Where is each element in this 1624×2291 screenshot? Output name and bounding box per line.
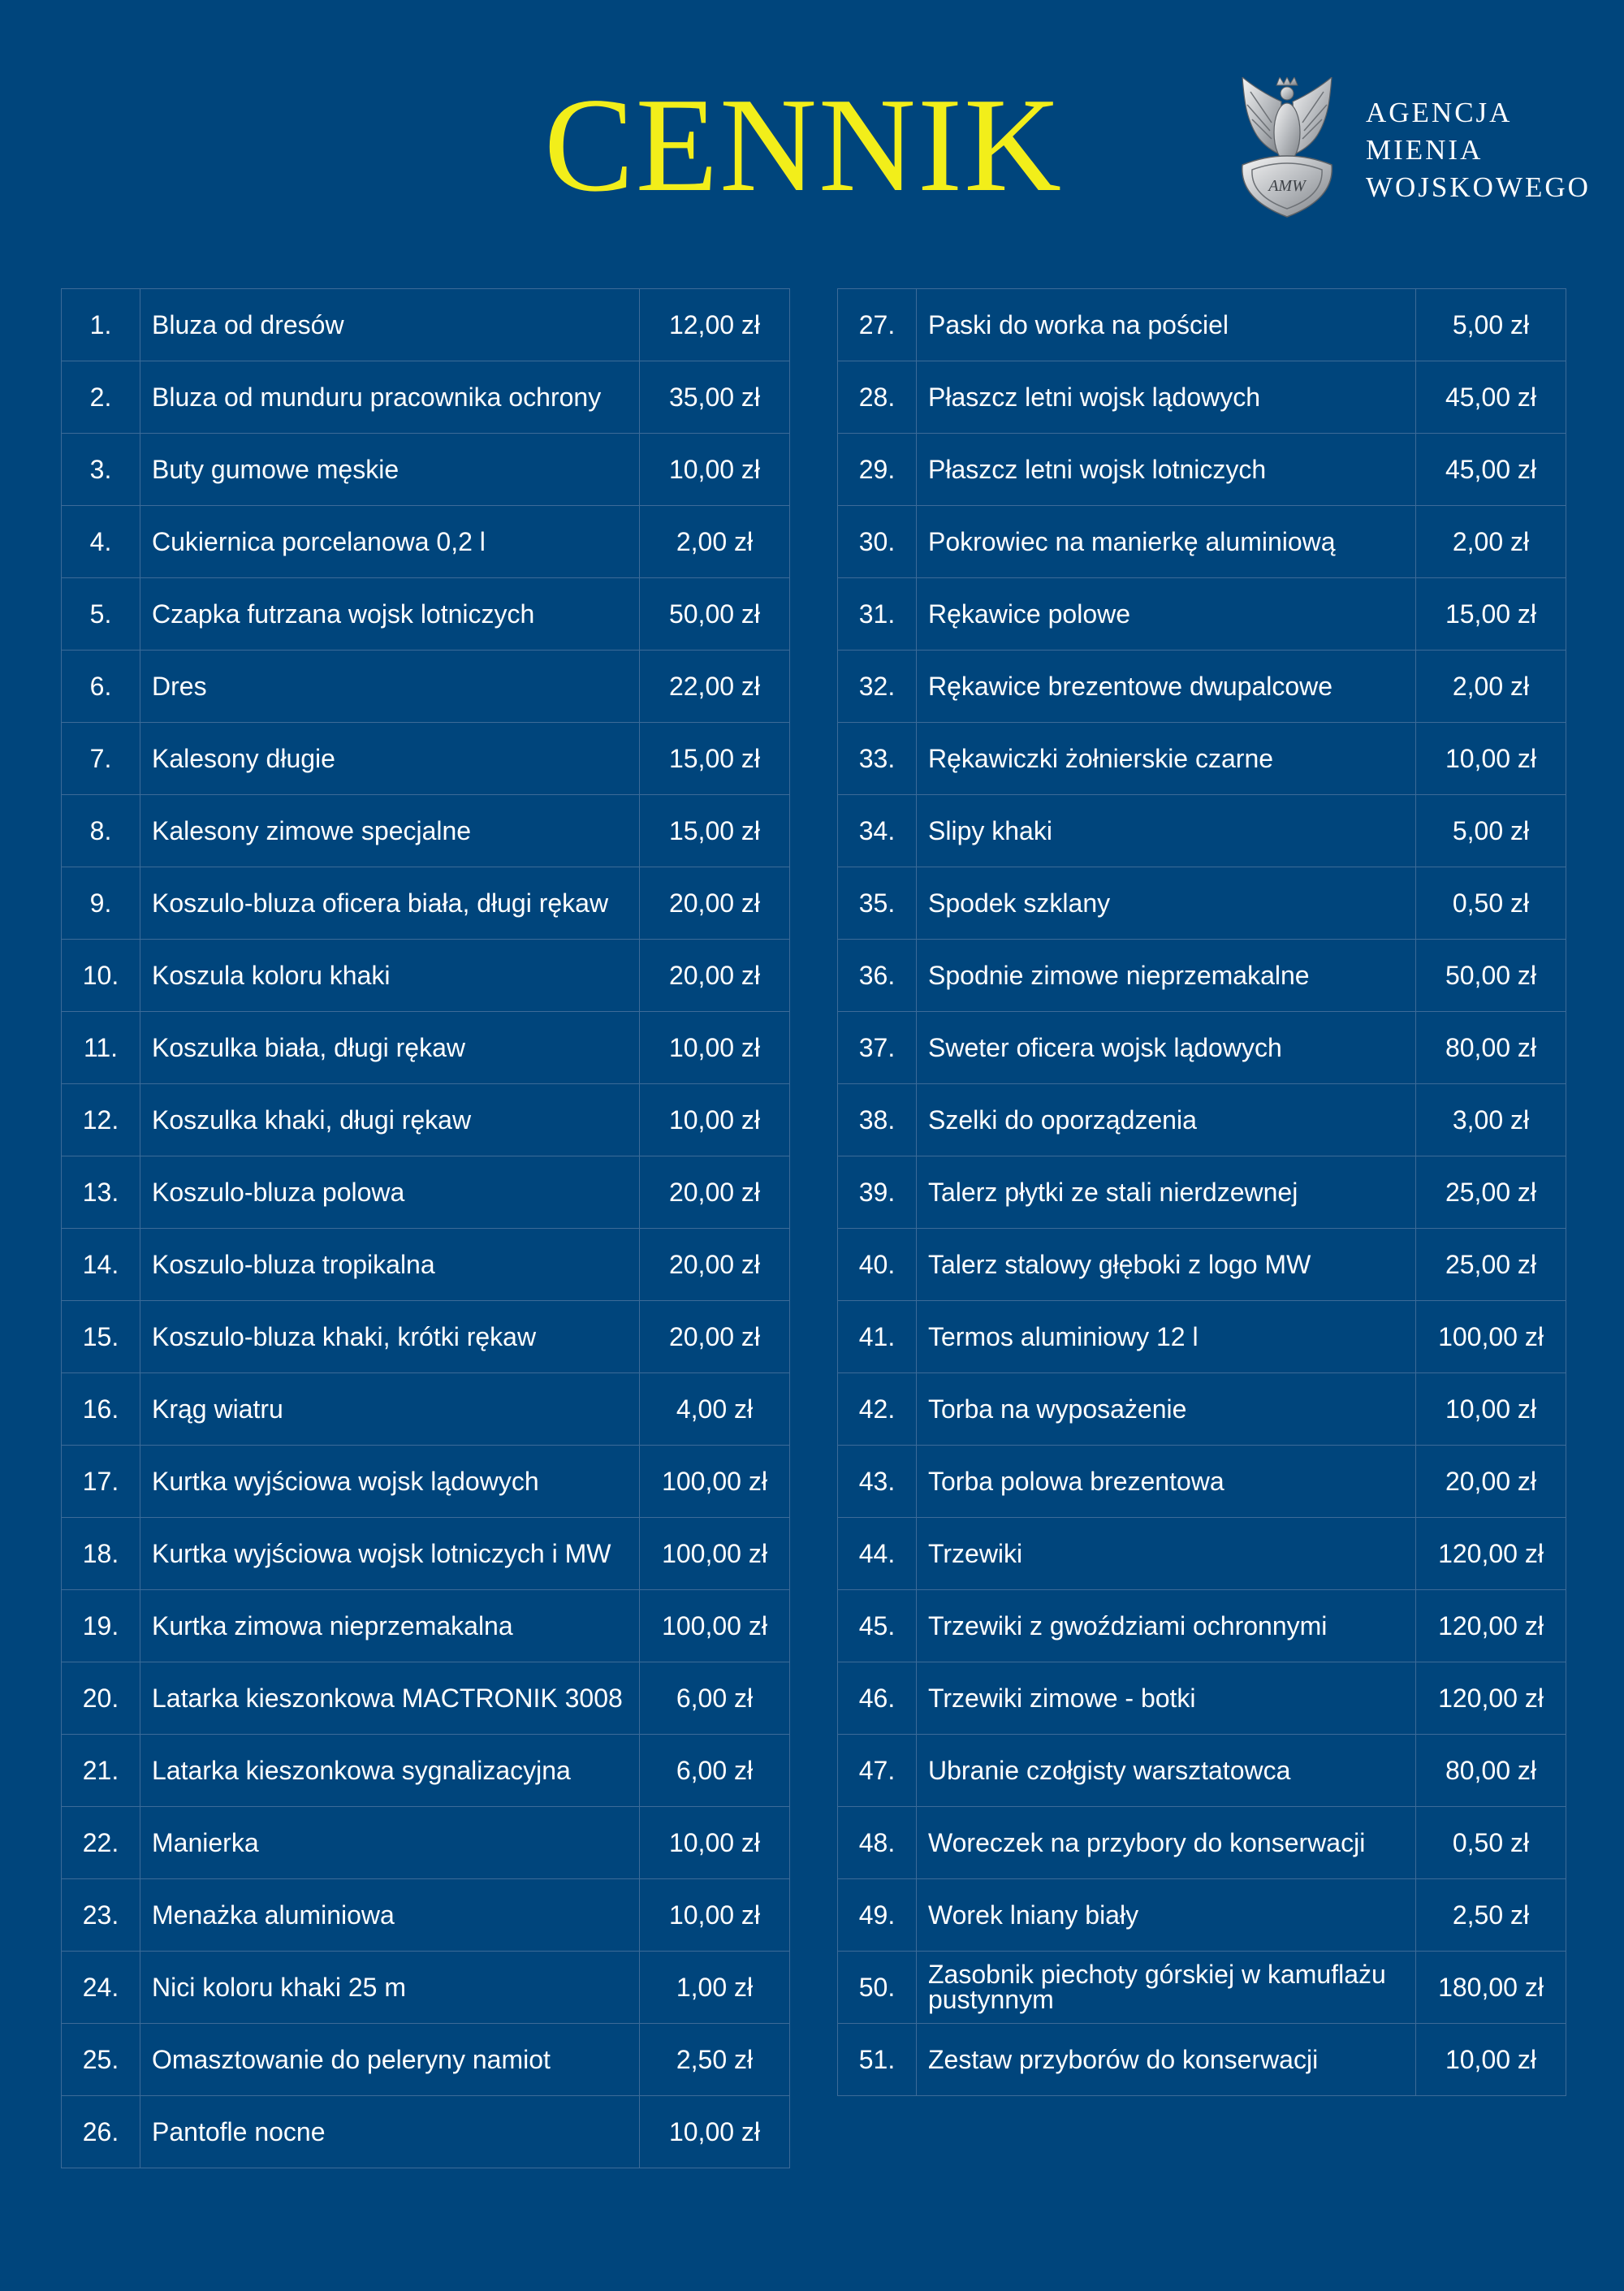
item-name: Koszulka khaki, długi rękaw [140, 1084, 640, 1156]
item-number: 1. [62, 289, 140, 361]
item-price: 45,00 zł [1416, 361, 1566, 434]
price-row [838, 1156, 1566, 1229]
item-number: 21. [62, 1735, 140, 1807]
price-row [838, 1662, 1566, 1735]
price-row [62, 1662, 790, 1735]
price-row [62, 2024, 790, 2096]
item-price: 10,00 zł [640, 1084, 790, 1156]
price-row [838, 1807, 1566, 1879]
item-price: 25,00 zł [1416, 1156, 1566, 1229]
price-row [838, 1518, 1566, 1590]
price-row [62, 1446, 790, 1518]
item-name: Krąg wiatru [140, 1373, 640, 1446]
item-price: 10,00 zł [1416, 1373, 1566, 1446]
item-number: 5. [62, 578, 140, 651]
item-number: 2. [62, 361, 140, 434]
price-row [838, 867, 1566, 940]
item-number: 29. [838, 434, 917, 506]
item-name: Torba na wyposażenie [917, 1373, 1416, 1446]
item-number: 14. [62, 1229, 140, 1301]
item-name: Slipy khaki [917, 795, 1416, 867]
price-row [62, 1084, 790, 1156]
item-price: 2,00 zł [1416, 651, 1566, 723]
price-row [838, 2024, 1566, 2096]
item-price: 120,00 zł [1416, 1590, 1566, 1662]
item-name: Zasobnik piechoty górskiej w kamuflażu pustynnym [917, 1952, 1416, 2024]
item-price: 10,00 zł [640, 434, 790, 506]
item-price: 0,50 zł [1416, 1807, 1566, 1879]
item-number: 17. [62, 1446, 140, 1518]
item-number: 50. [838, 1952, 917, 2024]
item-price: 2,50 zł [1416, 1879, 1566, 1952]
item-number: 13. [62, 1156, 140, 1229]
item-number: 36. [838, 940, 917, 1012]
item-number: 19. [62, 1590, 140, 1662]
item-number: 49. [838, 1879, 917, 1952]
item-price: 80,00 zł [1416, 1735, 1566, 1807]
item-number: 40. [838, 1229, 917, 1301]
price-row [62, 1229, 790, 1301]
price-row [62, 289, 790, 361]
price-row [62, 1012, 790, 1084]
price-row [62, 795, 790, 867]
item-price: 10,00 zł [640, 2096, 790, 2168]
item-price: 100,00 zł [640, 1590, 790, 1662]
item-name: Nici koloru khaki 25 m [140, 1952, 640, 2024]
item-number: 38. [838, 1084, 917, 1156]
item-name: Koszula koloru khaki [140, 940, 640, 1012]
item-number: 10. [62, 940, 140, 1012]
item-price: 20,00 zł [640, 1229, 790, 1301]
item-price: 20,00 zł [1416, 1446, 1566, 1518]
item-number: 9. [62, 867, 140, 940]
price-row [62, 1952, 790, 2024]
item-name: Koszulo-bluza oficera biała, długi rękaw [140, 867, 640, 940]
item-number: 20. [62, 1662, 140, 1735]
item-name: Sweter oficera wojsk lądowych [917, 1012, 1416, 1084]
item-number: 44. [838, 1518, 917, 1590]
item-price: 10,00 zł [1416, 723, 1566, 795]
price-row [62, 940, 790, 1012]
item-name: Kalesony długie [140, 723, 640, 795]
item-name: Woreczek na przybory do konserwacji [917, 1807, 1416, 1879]
item-name: Buty gumowe męskie [140, 434, 640, 506]
price-row [62, 1590, 790, 1662]
item-name: Manierka [140, 1807, 640, 1879]
item-name: Zestaw przyborów do konserwacji [917, 2024, 1416, 2096]
item-name: Płaszcz letni wojsk lotniczych [917, 434, 1416, 506]
price-row [838, 1735, 1566, 1807]
item-name: Termos aluminiowy 12 l [917, 1301, 1416, 1373]
item-price: 80,00 zł [1416, 1012, 1566, 1084]
item-price: 100,00 zł [1416, 1301, 1566, 1373]
item-name: Worek lniany biały [917, 1879, 1416, 1952]
item-price: 15,00 zł [1416, 578, 1566, 651]
page-title: CENNIK [544, 70, 1064, 219]
price-row [62, 2096, 790, 2168]
price-row [62, 361, 790, 434]
price-table-left [61, 288, 790, 2168]
eagle-emblem-logo [1234, 77, 1340, 219]
item-name: Czapka futrzana wojsk lotniczych [140, 578, 640, 651]
item-number: 39. [838, 1156, 917, 1229]
price-row [838, 1879, 1566, 1952]
item-price: 15,00 zł [640, 723, 790, 795]
item-number: 35. [838, 867, 917, 940]
item-price: 2,50 zł [640, 2024, 790, 2096]
price-row [838, 506, 1566, 578]
item-price: 5,00 zł [1416, 289, 1566, 361]
price-row [62, 1807, 790, 1879]
price-row [62, 1879, 790, 1952]
price-row [838, 1446, 1566, 1518]
item-number: 6. [62, 651, 140, 723]
item-price: 100,00 zł [640, 1518, 790, 1590]
logo-monogram: AMW [1268, 177, 1306, 195]
price-row [62, 578, 790, 651]
price-row [838, 1590, 1566, 1662]
item-number: 8. [62, 795, 140, 867]
item-number: 18. [62, 1518, 140, 1590]
item-price: 10,00 zł [640, 1879, 790, 1952]
item-name: Kurtka wyjściowa wojsk lotniczych i MW [140, 1518, 640, 1590]
item-price: 6,00 zł [640, 1662, 790, 1735]
item-number: 4. [62, 506, 140, 578]
item-price: 2,00 zł [640, 506, 790, 578]
agency-name [1366, 94, 1591, 206]
item-number: 27. [838, 289, 917, 361]
item-number: 25. [62, 2024, 140, 2096]
price-row [62, 1373, 790, 1446]
price-row [838, 723, 1566, 795]
item-price: 22,00 zł [640, 651, 790, 723]
item-number: 47. [838, 1735, 917, 1807]
item-price: 50,00 zł [1416, 940, 1566, 1012]
price-row [838, 361, 1566, 434]
price-row [838, 578, 1566, 651]
item-price: 10,00 zł [640, 1012, 790, 1084]
item-price: 120,00 zł [1416, 1662, 1566, 1735]
item-number: 15. [62, 1301, 140, 1373]
price-row [838, 651, 1566, 723]
item-price: 100,00 zł [640, 1446, 790, 1518]
item-price: 45,00 zł [1416, 434, 1566, 506]
item-name: Rękawice brezentowe dwupalcowe [917, 651, 1416, 723]
item-name: Trzewiki [917, 1518, 1416, 1590]
item-name: Cukiernica porcelanowa 0,2 l [140, 506, 640, 578]
price-row [838, 434, 1566, 506]
item-price: 20,00 zł [640, 867, 790, 940]
item-number: 37. [838, 1012, 917, 1084]
item-number: 32. [838, 651, 917, 723]
item-number: 43. [838, 1446, 917, 1518]
item-number: 42. [838, 1373, 917, 1446]
item-name: Latarka kieszonkowa MACTRONIK 3008 [140, 1662, 640, 1735]
price-row [838, 940, 1566, 1012]
item-name: Pantofle nocne [140, 2096, 640, 2168]
item-number: 33. [838, 723, 917, 795]
item-price: 2,00 zł [1416, 506, 1566, 578]
item-price: 6,00 zł [640, 1735, 790, 1807]
price-row [838, 1012, 1566, 1084]
item-name: Talerz stalowy głęboki z logo MW [917, 1229, 1416, 1301]
item-price: 25,00 zł [1416, 1229, 1566, 1301]
item-price: 50,00 zł [640, 578, 790, 651]
agency-line-3: WOJSKOWEGO [1366, 171, 1591, 203]
agency-line-1: AGENCJA [1366, 97, 1513, 128]
price-row [838, 795, 1566, 867]
item-number: 24. [62, 1952, 140, 2024]
price-row [62, 1518, 790, 1590]
price-row [62, 723, 790, 795]
item-name: Ubranie czołgisty warsztatowca [917, 1735, 1416, 1807]
item-number: 11. [62, 1012, 140, 1084]
item-name: Dres [140, 651, 640, 723]
price-row [838, 1229, 1566, 1301]
item-price: 5,00 zł [1416, 795, 1566, 867]
item-price: 35,00 zł [640, 361, 790, 434]
item-number: 46. [838, 1662, 917, 1735]
price-row [62, 506, 790, 578]
item-price: 1,00 zł [640, 1952, 790, 2024]
item-name: Trzewiki zimowe - botki [917, 1662, 1416, 1735]
item-name: Koszulo-bluza polowa [140, 1156, 640, 1229]
item-name: Spodek szklany [917, 867, 1416, 940]
item-name: Rękawiczki żołnierskie czarne [917, 723, 1416, 795]
item-name: Szelki do oporządzenia [917, 1084, 1416, 1156]
price-table-right [837, 288, 1566, 2096]
item-price: 120,00 zł [1416, 1518, 1566, 1590]
item-price: 3,00 zł [1416, 1084, 1566, 1156]
item-name: Trzewiki z gwoździami ochronnymi [917, 1590, 1416, 1662]
agency-line-2: MIENIA [1366, 134, 1484, 166]
item-name: Torba polowa brezentowa [917, 1446, 1416, 1518]
item-number: 31. [838, 578, 917, 651]
item-price: 20,00 zł [640, 1156, 790, 1229]
item-name: Omasztowanie do peleryny namiot [140, 2024, 640, 2096]
price-row [838, 1301, 1566, 1373]
item-price: 10,00 zł [1416, 2024, 1566, 2096]
item-number: 12. [62, 1084, 140, 1156]
item-price: 20,00 zł [640, 940, 790, 1012]
item-number: 23. [62, 1879, 140, 1952]
price-table-right-body [838, 289, 1566, 2096]
item-name: Kalesony zimowe specjalne [140, 795, 640, 867]
item-number: 41. [838, 1301, 917, 1373]
item-price: 180,00 zł [1416, 1952, 1566, 2024]
item-price: 15,00 zł [640, 795, 790, 867]
item-price: 0,50 zł [1416, 867, 1566, 940]
item-name: Paski do worka na pościel [917, 289, 1416, 361]
item-number: 51. [838, 2024, 917, 2096]
item-number: 48. [838, 1807, 917, 1879]
item-name: Bluza od dresów [140, 289, 640, 361]
item-number: 7. [62, 723, 140, 795]
price-row [838, 1084, 1566, 1156]
item-number: 22. [62, 1807, 140, 1879]
item-number: 30. [838, 506, 917, 578]
price-row [838, 1373, 1566, 1446]
price-row [62, 1156, 790, 1229]
item-name: Płaszcz letni wojsk lądowych [917, 361, 1416, 434]
item-name: Koszulka biała, długi rękaw [140, 1012, 640, 1084]
item-name: Bluza od munduru pracownika ochrony [140, 361, 640, 434]
item-name: Latarka kieszonkowa sygnalizacyjna [140, 1735, 640, 1807]
item-name: Talerz płytki ze stali nierdzewnej [917, 1156, 1416, 1229]
item-name: Kurtka zimowa nieprzemakalna [140, 1590, 640, 1662]
price-row [62, 434, 790, 506]
price-row [62, 1301, 790, 1373]
item-number: 45. [838, 1590, 917, 1662]
price-row [838, 1952, 1566, 2024]
item-price: 10,00 zł [640, 1807, 790, 1879]
item-price: 4,00 zł [640, 1373, 790, 1446]
item-price: 12,00 zł [640, 289, 790, 361]
price-row [838, 289, 1566, 361]
item-number: 28. [838, 361, 917, 434]
item-name: Pokrowiec na manierkę aluminiową [917, 506, 1416, 578]
item-name: Spodnie zimowe nieprzemakalne [917, 940, 1416, 1012]
item-name: Menażka aluminiowa [140, 1879, 640, 1952]
item-price: 20,00 zł [640, 1301, 790, 1373]
price-row [62, 867, 790, 940]
price-row [62, 1735, 790, 1807]
item-number: 34. [838, 795, 917, 867]
item-number: 26. [62, 2096, 140, 2168]
item-name: Koszulo-bluza tropikalna [140, 1229, 640, 1301]
price-table-left-body [62, 289, 790, 2168]
item-name: Rękawice polowe [917, 578, 1416, 651]
item-name: Koszulo-bluza khaki, krótki rękaw [140, 1301, 640, 1373]
price-row [62, 651, 790, 723]
item-name: Kurtka wyjściowa wojsk lądowych [140, 1446, 640, 1518]
item-number: 16. [62, 1373, 140, 1446]
item-number: 3. [62, 434, 140, 506]
